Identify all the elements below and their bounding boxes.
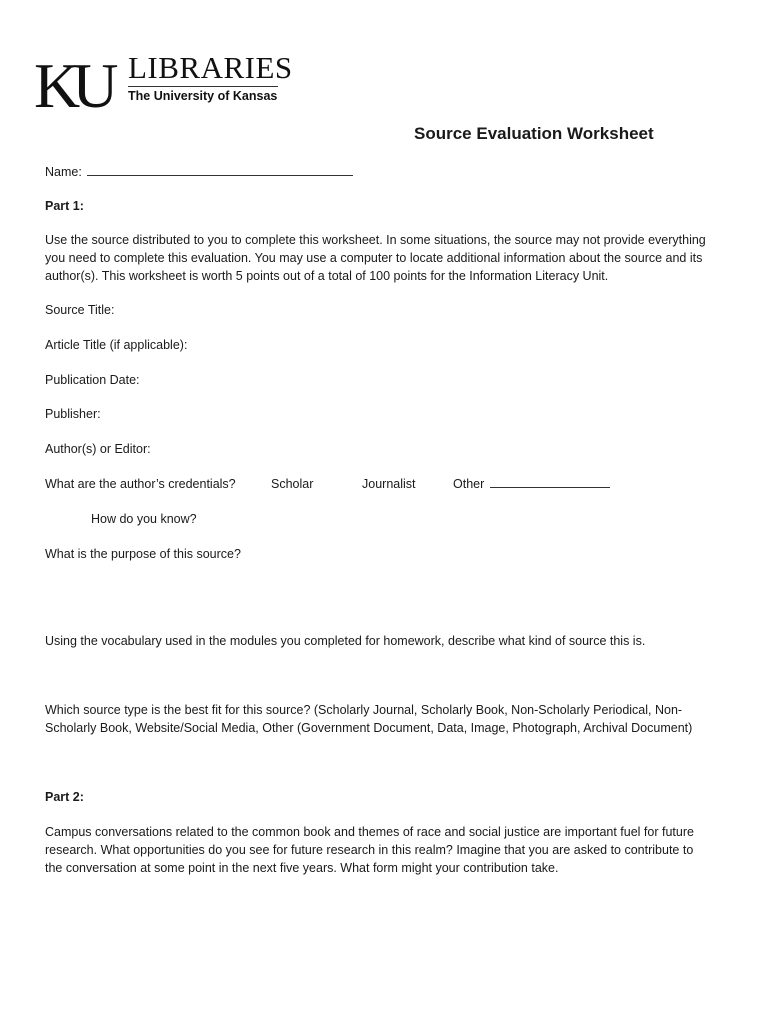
source-type-line-1: Which source type is the best fit for this source? (Scholarly Journal, Scholarly Book, Non-Scholarly Periodical, Non- [45, 703, 683, 717]
option-other[interactable] [453, 475, 610, 493]
name-label: Name: [45, 165, 82, 179]
other-blank[interactable] [490, 475, 610, 488]
publisher-label: Publisher: [45, 407, 101, 421]
intro-line-3: author(s). This worksheet is worth 5 points out of a total of 100 points for the Information Literacy Unit. [45, 269, 609, 283]
part2-line-3: the conversation at some point in the next five years. What form might your contribution take. [45, 861, 559, 875]
authors-label: Author(s) or Editor: [45, 442, 151, 456]
name-blank[interactable] [87, 163, 353, 176]
part2-line-1: Campus conversations related to the common book and themes of race and social justice are important fuel for future [45, 825, 694, 839]
option-scholar[interactable]: Scholar [271, 477, 314, 491]
vocabulary-question: Using the vocabulary used in the modules you completed for homework, describe what kind of source this is. [45, 634, 646, 648]
source-type-line-2: Scholarly Book, Website/Social Media, Other (Government Document, Data, Image, Photograph, Archival Document) [45, 721, 693, 735]
logo-divider [128, 86, 278, 87]
intro-line-1: Use the source distributed to you to complete this worksheet. In some situations, the source may not provide everything [45, 233, 706, 247]
page-title: Source Evaluation Worksheet [414, 124, 654, 143]
ku-libraries-logo [34, 50, 293, 121]
how-do-you-know-label: How do you know? [91, 512, 197, 526]
part1-heading: Part 1: [45, 199, 84, 213]
source-title-label: Source Title: [45, 303, 115, 317]
article-title-label: Article Title (if applicable): [45, 338, 188, 352]
part2-line-2: research. What opportunities do you see for future research in this realm? Imagine that you are asked to contribute to [45, 843, 694, 857]
option-journalist[interactable]: Journalist [362, 477, 416, 491]
publication-date-label: Publication Date: [45, 373, 140, 387]
intro-line-2: you need to complete this evaluation. You may use a computer to locate additional information about the source and its [45, 251, 703, 265]
ku-logo-mark: KU [34, 50, 111, 121]
university-subtitle: The University of Kansas [128, 89, 278, 103]
libraries-wordmark: LIBRARIES [128, 50, 293, 85]
credentials-question: What are the author’s credentials? [45, 477, 236, 491]
option-other-label: Other [453, 477, 485, 491]
purpose-question: What is the purpose of this source? [45, 547, 241, 561]
part2-heading: Part 2: [45, 790, 84, 804]
name-field[interactable] [45, 163, 353, 181]
